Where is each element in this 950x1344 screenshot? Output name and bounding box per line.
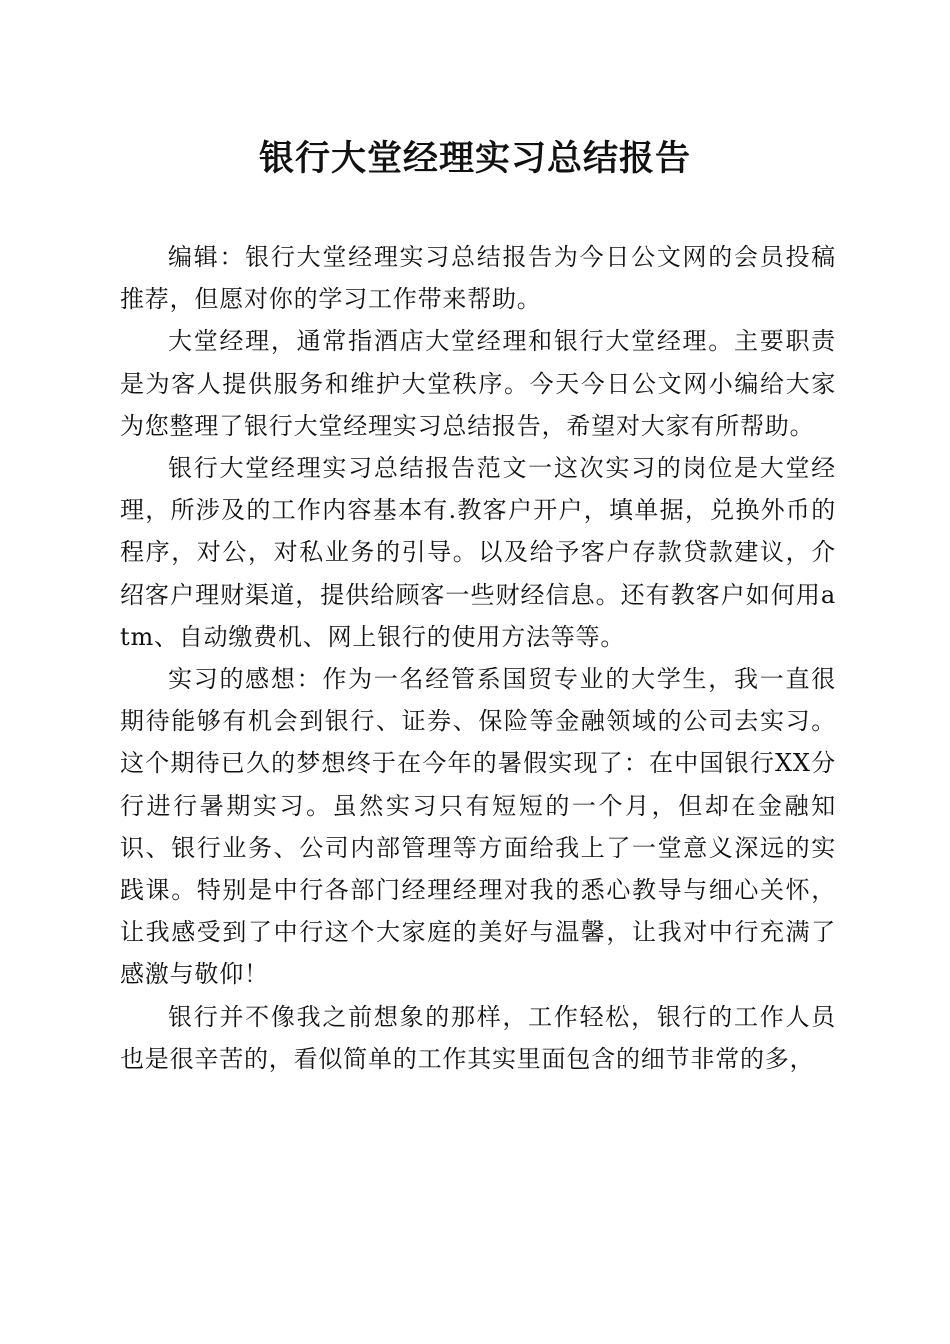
paragraph-internship-thoughts: 实习的感想：作为一名经管系国贸专业的大学生，我一直很期待能够有机会到银行、证券、保险等金融领域的公司去实习。这个期待已久的梦想终于在今年的暑假实现了：在中国银行XX分行进行暑期实习。虽然实习只有短短的一个月，但却在金融知识、银行业务、公司内部管理等方面给我上了一堂意义深远的实践课。特别是中行各部门经理经理对我的悉心教导与细心关怀，让我感受到了中行这个大家庭的美好与温馨，让我对中行充满了感激与敬仰！ [120,665,836,989]
document-body [120,236,836,1080]
document-title: 银行大堂经理实习总结报告 [258,138,691,179]
paragraph-job-duties: 银行大堂经理实习总结报告范文一这次实习的岗位是大堂经理，所涉及的工作内容基本有.教客户开户，填单据，兑换外币的程序，对公，对私业务的引导。以及给予客户存款贷款建议，介绍客户理财渠道，提供给顾客一些财经信息。还有教客户如何用atm、自动缴费机、网上银行的使用方法等等。 [120,454,836,651]
paragraph-introduction: 大堂经理，通常指酒店大堂经理和银行大堂经理。主要职责是为客人提供服务和维护大堂秩序。今天今日公文网小编给大家为您整理了银行大堂经理实习总结报告，希望对大家有所帮助。 [120,327,836,440]
paragraph-editor-note: 编辑：银行大堂经理实习总结报告为今日公文网的会员投稿推荐，但愿对你的学习工作带来帮助。 [120,243,836,314]
paragraph-bank-work: 银行并不像我之前想象的那样，工作轻松，银行的工作人员也是很辛苦的，看似简单的工作其实里面包含的细节非常的多， [120,1002,836,1073]
